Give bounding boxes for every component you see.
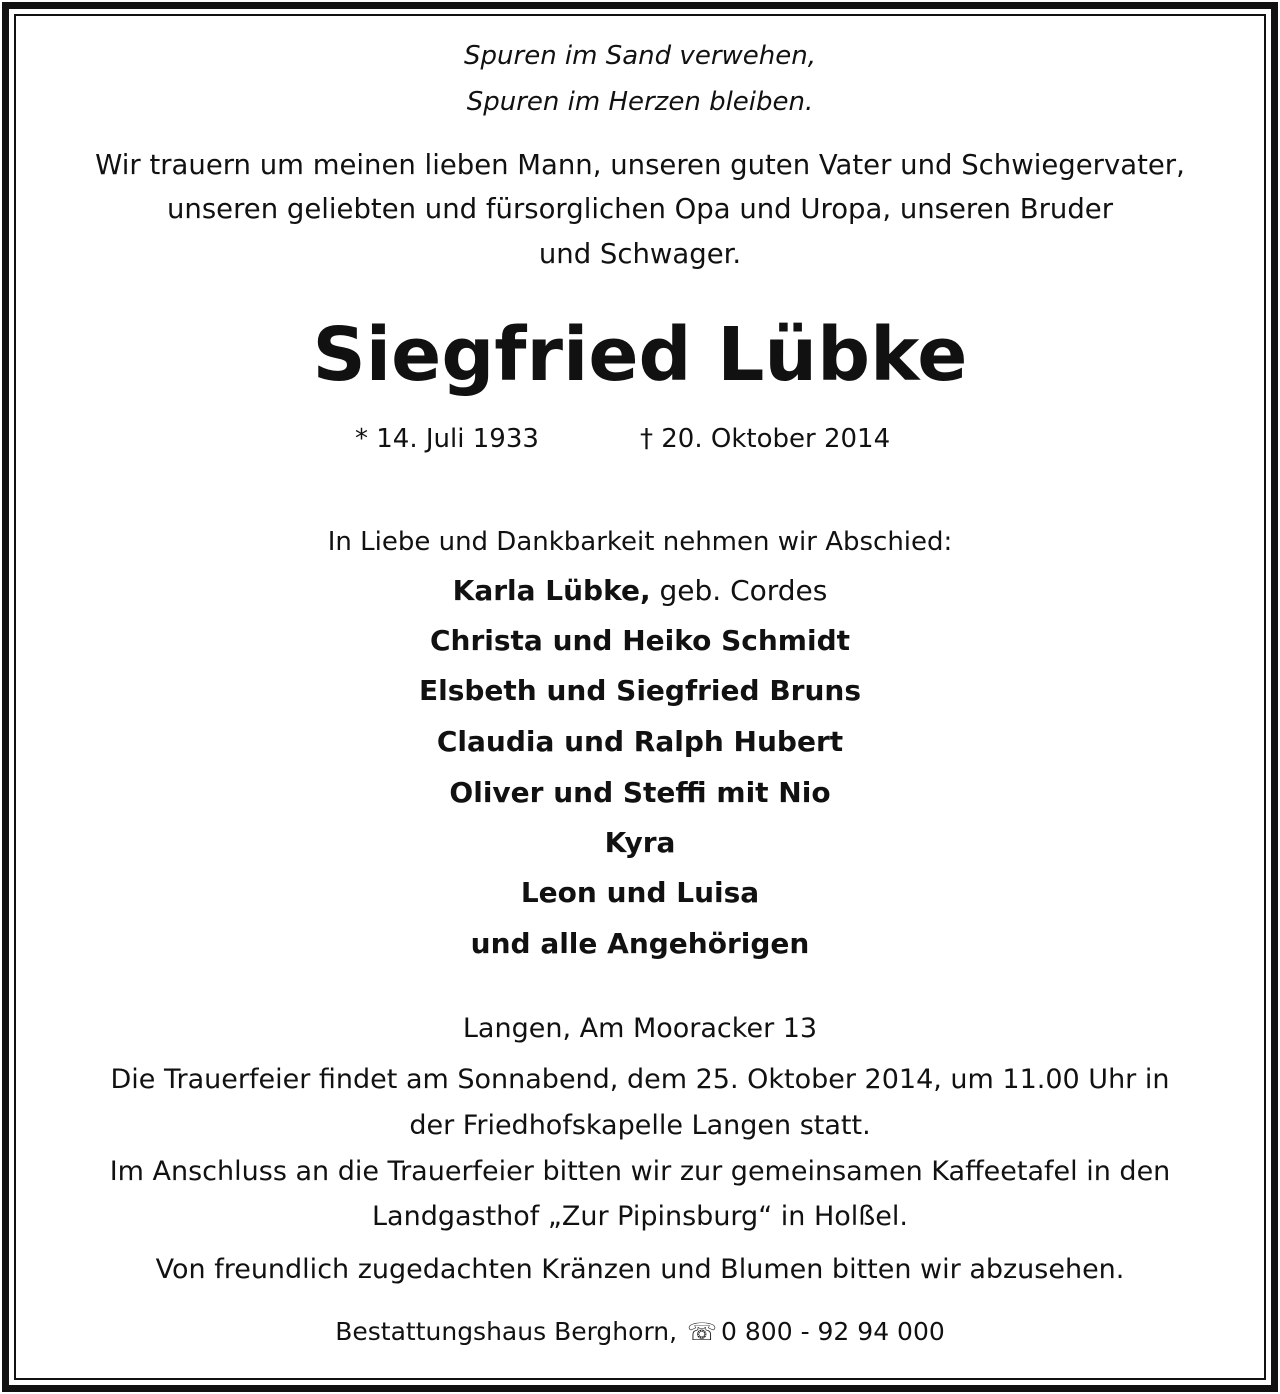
telephone-icon: ☏ (687, 1318, 718, 1346)
ceremony-line-2: der Friedhofskapelle Langen statt. (409, 1110, 871, 1141)
funeral-home (20, 1317, 1260, 1346)
motto-line-2: Spuren im Herzen bleiben. (466, 87, 814, 117)
mourner-entry: Claudia und Ralph Hubert (436, 725, 844, 758)
widow-maiden-name: geb. Cordes (650, 574, 828, 607)
mourner-entry: Elsbeth und Siegfried Bruns (419, 674, 861, 707)
motto-line-1: Spuren im Sand verwehen, (464, 41, 816, 71)
reception-line-1: Im Anschluss an die Trauerfeier bitten wir zur gemeinsamen Kaffeetafel in den (109, 1156, 1171, 1187)
mourner-entry: Kyra (604, 826, 676, 859)
address: Langen, Am Mooracker 13 (462, 1013, 818, 1044)
mourner-entry: Oliver und Steffi mit Nio (449, 776, 831, 809)
mourners-intro: In Liebe und Dankbarkeit nehmen wir Abschied: (327, 527, 953, 557)
death-date: † 20. Oktober 2014 (640, 424, 891, 454)
mourner-entry: Leon und Luisa (520, 876, 760, 909)
intro-line-1: Wir trauern um meinen lieben Mann, unseren guten Vater und Schwiegervater, (95, 149, 1185, 181)
mourner-entry: und alle Angehörigen (470, 927, 810, 960)
funeral-home-name: Bestattungshaus Berghorn, (335, 1317, 678, 1346)
intro-line-2: unseren geliebten und fürsorglichen Opa und Uropa, unseren Bruder (167, 193, 1113, 225)
mourner-widow (20, 574, 1260, 607)
ceremony-line-1: Die Trauerfeier findet am Sonnabend, dem 25. Oktober 2014, um 11.00 Uhr in (110, 1064, 1170, 1095)
flowers-note: Von freundlich zugedachten Kränzen und Blumen bitten wir abzusehen. (155, 1254, 1125, 1285)
funeral-home-phone: 0 800 - 92 94 000 (721, 1317, 945, 1346)
mourner-entry: Christa und Heiko Schmidt (429, 624, 850, 657)
intro-line-3: und Schwager. (538, 238, 742, 270)
widow-name: Karla Lübke, (452, 574, 651, 607)
deceased-name: Siegfried Lübke (312, 312, 968, 398)
birth-date: * 14. Juli 1933 (355, 424, 539, 454)
life-dates (20, 424, 1260, 460)
reception-line-2: Landgasthof „Zur Pipinsburg“ in Holßel. (372, 1201, 908, 1232)
